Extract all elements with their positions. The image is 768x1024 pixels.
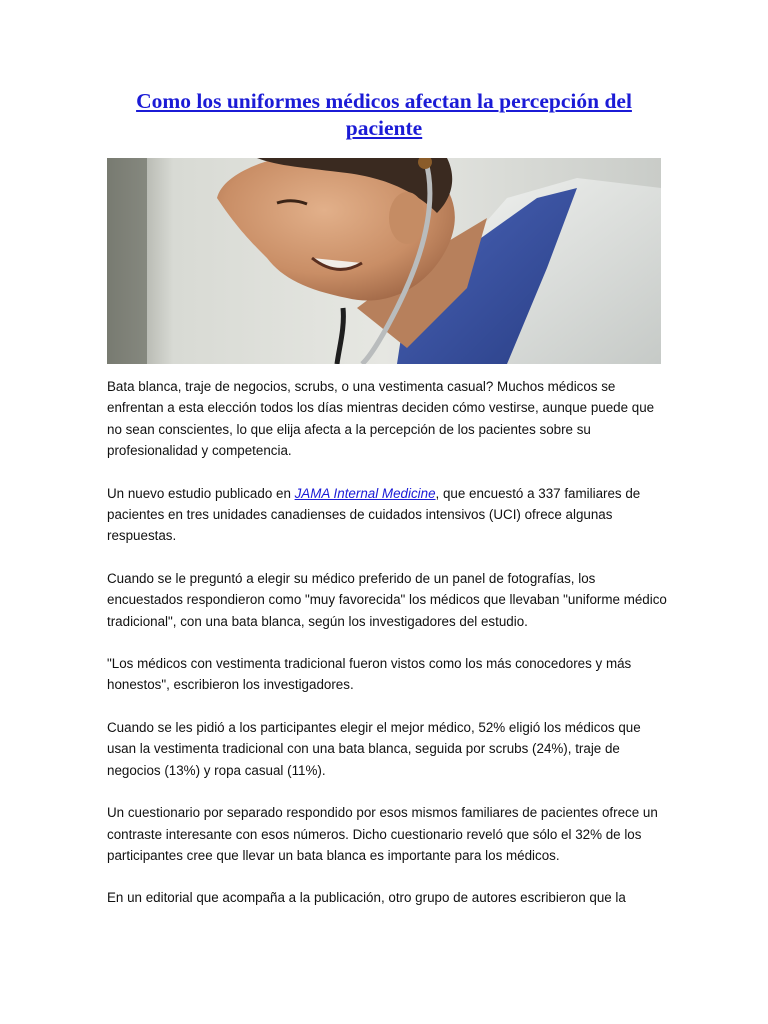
paragraph-7: En un editorial que acompaña a la publicación, otro grupo de autores escribieron que la bbox=[107, 890, 626, 906]
paragraph-3: Cuando se le preguntó a elegir su médico preferido de un panel de fotografías, los encuestados respondieron como "muy favorecida" los médicos que llevaban "uniforme médico tradicional", con una bata blanca, según los investigadores del estudio. bbox=[107, 570, 667, 629]
paragraph-2 bbox=[107, 483, 667, 547]
paragraph-5: Cuando se les pidió a los participantes elegir el mejor médico, 52% eligió los médicos que usan la vestimenta tradicional con una bata blanca, seguida por scrubs (24%), traje de negocios (13%) y ropa casual (11%). bbox=[107, 719, 641, 778]
article-body bbox=[107, 376, 667, 930]
paragraph-2-end: , que encuestó a 337 familiares de pacientes en tres unidades canadienses de cuidados intensivos (UCI) ofrece algunas respuestas. bbox=[107, 485, 641, 544]
jama-link[interactable]: JAMA Internal Medicine bbox=[294, 485, 436, 501]
paragraph-6: Un cuestionario por separado respondido por esos mismos familiares de pacientes ofrece un contraste interesante con esos números. Dicho cuestionario reveló que sólo el 32% de los participantes cree que llevar un bata blanca es importante para los médicos. bbox=[107, 805, 658, 863]
doctor-illustration bbox=[107, 158, 661, 364]
article-title[interactable]: Como los uniformes médicos afectan la percepción del paciente bbox=[136, 89, 632, 140]
paragraph-4: "Los médicos con vestimenta tradicional fueron vistos como los más conocedores y más honestos", escribieron los investigadores. bbox=[107, 656, 632, 693]
doctor-photo bbox=[107, 158, 661, 364]
paragraph-2-start: Un nuevo estudio publicado en bbox=[107, 485, 295, 501]
paragraph-1: Bata blanca, traje de negocios, scrubs, o una vestimenta casual? Muchos médicos se enfrentan a esta elección todos los días mientras deciden cómo vestirse, aunque puede que no sean conscientes, lo que elija afecta a la percepción de los pacientes sobre su profesionalidad y competencia. bbox=[107, 379, 655, 459]
